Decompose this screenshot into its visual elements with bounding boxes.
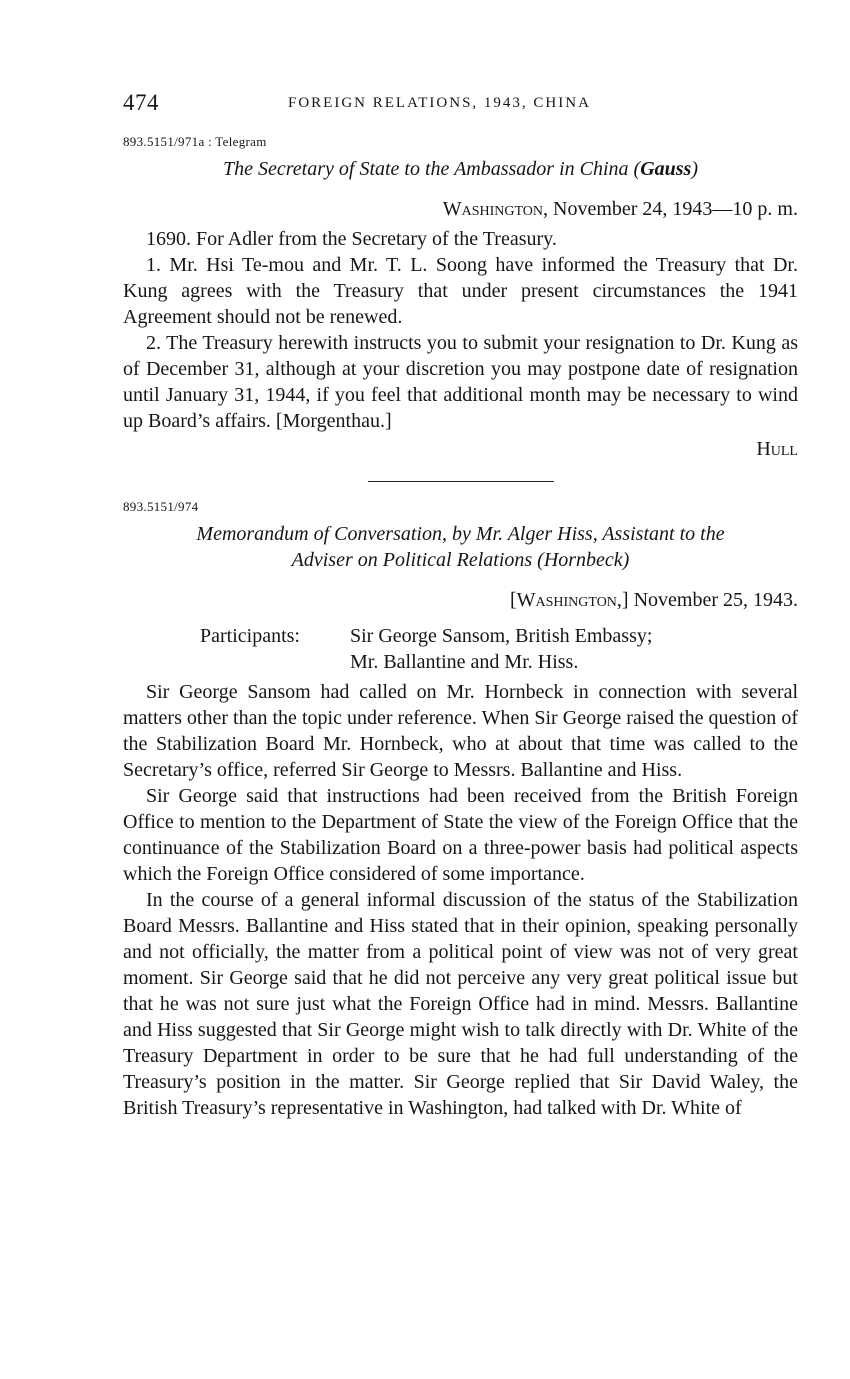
memorandum-dateline-open: [ — [509, 589, 517, 611]
telegram-file-ref: 893.5151/971a : Telegram — [123, 134, 267, 149]
memorandum-heading-line2: Adviser on Political Relations (Hornbeck) — [291, 549, 630, 571]
participant-line: Sir George Sansom, British Embassy; — [350, 625, 653, 647]
telegram-paragraph: 1690. For Adler from the Secretary of the Treasury. — [146, 228, 557, 250]
running-head — [123, 88, 798, 122]
participants-label: Participants: — [200, 625, 300, 647]
memorandum-heading-line1: Memorandum of Conversation, by Mr. Alger Hiss, Assistant to the — [196, 523, 725, 545]
memorandum-file-ref: 893.5151/974 — [123, 499, 199, 514]
memorandum-dateline-date: ,] November 25, 1943. — [616, 589, 798, 611]
section-divider — [368, 481, 554, 482]
telegram-heading-name: Gauss — [640, 158, 692, 180]
telegram-dateline-date: , November 24, 1943—10 p. m. — [543, 198, 798, 220]
telegram-paragraph: 2. The Treasury herewith instructs you to submit your resignation to Dr. Kung as of December 31, although at your discretion you may postpone date of resignation until January 31, 1944, if you feel that additional month may be necessary to wind up Board’s affairs. [Morgenthau.] — [123, 332, 798, 432]
telegram-dateline-place: Washington — [442, 198, 544, 220]
page-number: 474 — [123, 90, 159, 115]
telegram-heading-close: ) — [691, 158, 698, 180]
participants-block — [123, 623, 798, 675]
telegram-paragraph: 1. Mr. Hsi Te-mou and Mr. T. L. Soong have informed the Treasury that Dr. Kung agrees with the Treasury that under present circumstances the 1941 Agreement should not be renewed. — [123, 254, 798, 328]
telegram-heading-text: The Secretary of State to the Ambassador in China ( — [223, 158, 641, 180]
document-page — [123, 88, 798, 1121]
memorandum-dateline — [123, 587, 798, 613]
participant-line: Mr. Ballantine and Mr. Hiss. — [350, 651, 579, 673]
memorandum-paragraph: In the course of a general informal discussion of the status of the Stabilization Board Messrs. Ballantine and Hiss stated that in their opinion, speaking personally and not officially, the matter from a political point of view was not of very great moment. Sir George said that he did not perceive any very great political issue but that he was not sure just what the Foreign Office had in mind. Messrs. Ballantine and Hiss suggested that Sir George might wish to talk directly with Dr. White of the Treasury Department in order to be sure that he had full understanding of the Treasury’s position in the matter. Sir George replied that Sir David Waley, the British Treasury’s representative in Washington, had talked with Dr. White of — [123, 889, 798, 1119]
memorandum-paragraph: Sir George Sansom had called on Mr. Hornbeck in connection with several matters other than the topic under reference. When Sir George raised the question of the Stabilization Board Mr. Hornbeck, who at about that time was called to the Secretary’s office, referred Sir George to Messrs. Ballantine and Hiss. — [123, 681, 798, 781]
telegram-heading — [123, 156, 798, 182]
running-title: FOREIGN RELATIONS, 1943, CHINA — [288, 95, 591, 111]
memorandum-paragraph: Sir George said that instructions had been received from the British Foreign Office to mention to the Department of State the view of the Foreign Office that the continuance of the Stabilization Board on a three-power basis had political aspects which the Foreign Office considered of some importance. — [123, 785, 798, 885]
memorandum-dateline-place: Washington — [516, 589, 617, 611]
memorandum-heading — [123, 521, 798, 573]
telegram-dateline — [123, 196, 798, 222]
telegram-signature: Hull — [756, 438, 798, 460]
participants-list — [350, 623, 652, 675]
